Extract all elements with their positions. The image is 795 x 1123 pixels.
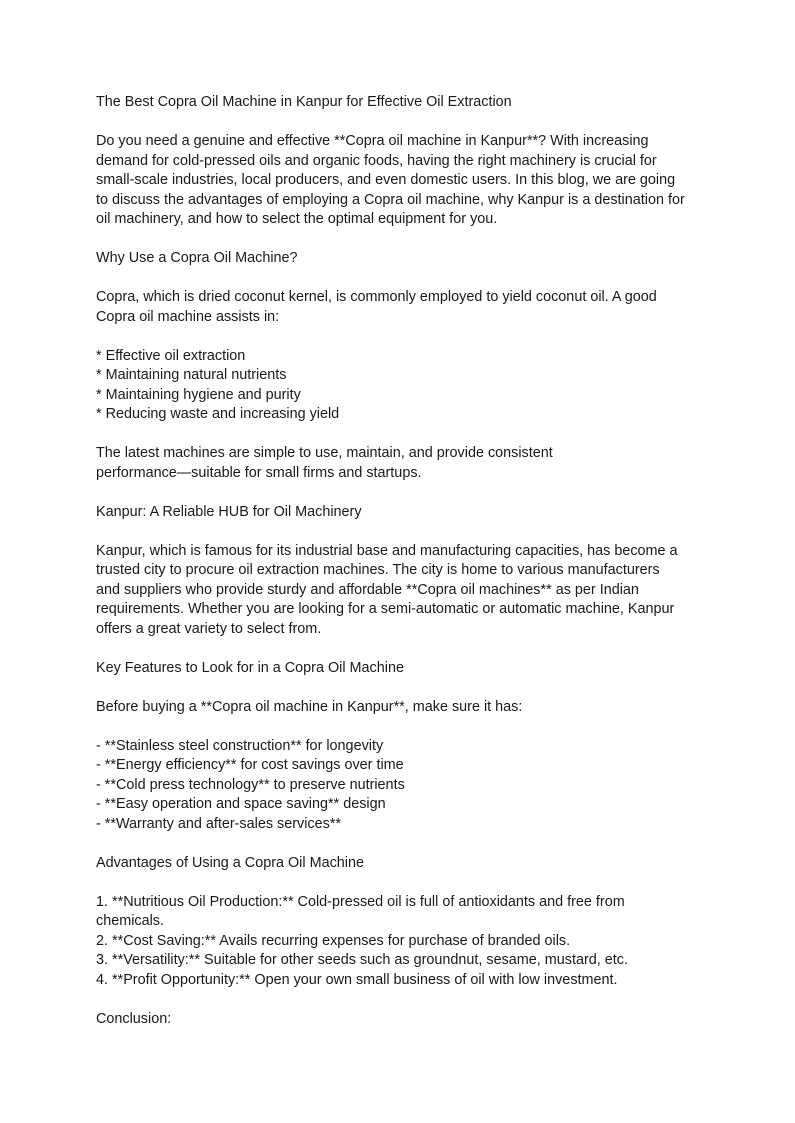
kanpur-line: Kanpur, which is famous for its industrial base and manufacturing capacities, has become a xyxy=(96,542,678,559)
list-item: * Reducing waste and increasing yield xyxy=(96,406,340,422)
list-item: - **Cold press technology** to preserve nutrients xyxy=(96,776,405,793)
advantages-heading xyxy=(96,854,706,874)
list-item: - **Easy operation and space saving** design xyxy=(96,796,386,812)
kanpur-line: offers a great variety to select from. xyxy=(96,620,322,637)
latest-line: The latest machines are simple to use, maintain, and provide consistent xyxy=(96,445,553,461)
list-item: * Maintaining hygiene and purity xyxy=(96,386,301,403)
features-intro xyxy=(96,698,706,718)
latest-paragraph xyxy=(96,444,706,483)
intro-line: demand for cold-pressed oils and organic foods, having the right machinery is crucial for xyxy=(96,152,657,169)
list-item: - **Stainless steel construction** for longevity xyxy=(96,737,384,754)
features-intro-text: Before buying a **Copra oil machine in Kanpur**, make sure it has: xyxy=(96,698,523,715)
why-heading xyxy=(96,249,706,269)
kanpur-line: requirements. Whether you are looking for a semi-automatic or automatic machine, Kanpur xyxy=(96,601,675,617)
document-title xyxy=(96,93,706,113)
list-item: - **Energy efficiency** for cost savings over time xyxy=(96,757,404,773)
list-item: 1. **Nutritious Oil Production:** Cold-pressed oil is full of antioxidants and free from xyxy=(96,893,625,910)
latest-line: performance—suitable for small firms and startups. xyxy=(96,464,422,481)
kanpur-heading xyxy=(96,503,706,523)
advantages-heading-text: Advantages of Using a Copra Oil Machine xyxy=(96,854,364,871)
conclusion-heading-text: Conclusion: xyxy=(96,1010,172,1027)
kanpur-line: and suppliers who provide sturdy and affordable **Copra oil machines** as per Indian xyxy=(96,581,639,598)
why-list xyxy=(96,347,706,425)
why-paragraph xyxy=(96,288,706,327)
intro-line: small-scale industries, local producers, and even domestic users. In this blog, we are going xyxy=(96,172,676,188)
list-item: * Effective oil extraction xyxy=(96,347,246,364)
list-item: chemicals. xyxy=(96,913,164,929)
list-item: - **Warranty and after-sales services** xyxy=(96,815,341,832)
list-item: 2. **Cost Saving:** Avails recurring expenses for purchase of branded oils. xyxy=(96,932,571,949)
why-line: Copra, which is dried coconut kernel, is commonly employed to yield coconut oil. A good xyxy=(96,289,657,305)
conclusion-heading xyxy=(96,1010,706,1030)
intro-line: oil machinery, and how to select the optimal equipment for you. xyxy=(96,211,498,227)
list-item: * Maintaining natural nutrients xyxy=(96,367,287,383)
features-heading-text: Key Features to Look for in a Copra Oil Machine xyxy=(96,659,404,676)
title-text: The Best Copra Oil Machine in Kanpur for Effective Oil Extraction xyxy=(96,94,512,110)
kanpur-heading-text: Kanpur: A Reliable HUB for Oil Machinery xyxy=(96,503,362,520)
why-heading-text: Why Use a Copra Oil Machine? xyxy=(96,250,298,266)
document-page xyxy=(96,93,706,1049)
advantages-list xyxy=(96,893,706,991)
kanpur-line: trusted city to procure oil extraction machines. The city is home to various manufacturers xyxy=(96,562,660,578)
features-heading xyxy=(96,659,706,679)
why-line: Copra oil machine assists in: xyxy=(96,308,280,325)
kanpur-paragraph xyxy=(96,542,706,640)
intro-line: Do you need a genuine and effective **Copra oil machine in Kanpur**? With increasing xyxy=(96,133,649,149)
list-item: 4. **Profit Opportunity:** Open your own small business of oil with low investment. xyxy=(96,971,618,988)
intro-line: to discuss the advantages of employing a Copra oil machine, why Kanpur is a destination for xyxy=(96,191,685,208)
intro-paragraph xyxy=(96,132,706,230)
list-item: 3. **Versatility:** Suitable for other seeds such as groundnut, sesame, mustard, etc. xyxy=(96,952,628,968)
features-list xyxy=(96,737,706,835)
